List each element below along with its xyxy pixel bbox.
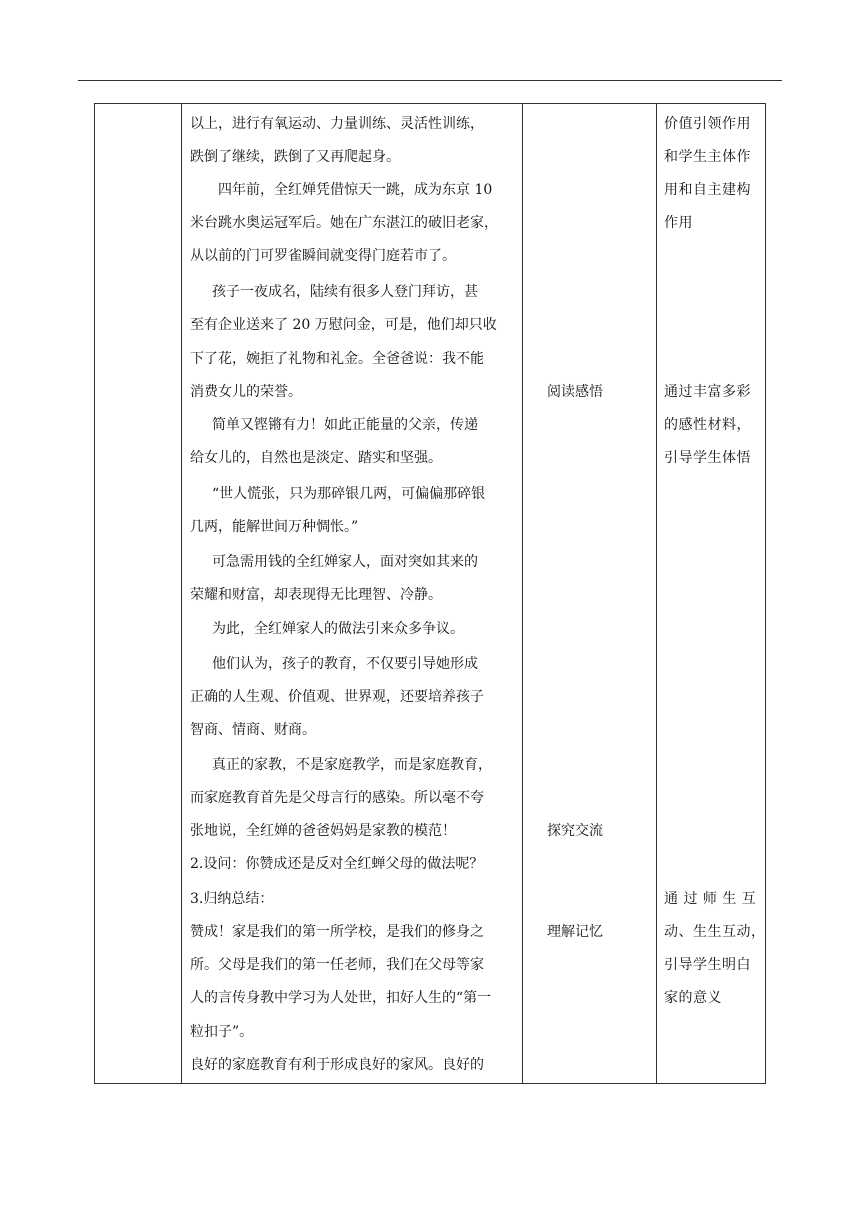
content-line: 给女儿的，自然也是淡定、踏实和坚强。 [190,450,442,466]
content-line: 为此，全红婵家人的做法引来众多争议。 [212,621,464,637]
intent-line: 用和自主建构 [664,182,751,198]
content-line: 他们认为，孩子的教育，不仅要引导她形成 [212,656,478,672]
content-line: 孩子一夜成名，陆续有很多人登门拜访，甚 [212,284,478,300]
activity-column [522,104,656,1083]
empty-first-column [95,104,181,1083]
content-line: 3.归纳总结： [190,891,274,907]
content-line: 良好的家庭教育有利于形成良好的家风。良好的 [190,1057,484,1073]
content-line: 跌倒了继续，跌倒了又再爬起身。 [190,149,400,165]
content-line: 智商、情商、财商。 [190,722,316,738]
content-line: 消费女儿的荣誉。 [190,384,302,400]
content-line: “世人慌张，只为那碎银几两，可偏偏那碎银 [212,486,486,502]
content-line: 下了花，婉拒了礼物和礼金。全爸爸说：我不能 [190,351,484,367]
content-line: 简单又铿锵有力！如此正能量的父亲，传递 [212,417,478,433]
content-line: 从以前的门可罗雀瞬间就变得门庭若市了。 [190,248,456,264]
content-line: 四年前，全红婵凭借惊天一跳，成为东京 10 [218,182,493,198]
content-line: 以上，进行有氧运动、力量训练、灵活性训练， [190,116,484,132]
intent-line: 引导学生体悟 [664,450,751,466]
intent-line: 的感性材料， [664,417,751,433]
content-line: 米台跳水奥运冠军后。她在广东湛江的破旧老家， [190,215,498,231]
intent-line: 通 过 师 生 互 [664,891,757,907]
header-rule [78,80,782,81]
content-line: 所。父母是我们的第一任老师，我们在父母等家 [190,957,484,973]
content-line: 几两，能解世间万种惆怅。” [190,519,359,535]
teaching-content-column [181,104,522,1083]
intent-line: 通过丰富多彩 [664,384,751,400]
intent-line: 作用 [664,215,693,231]
content-line: 人的言传身教中学习为人处世，扣好人生的“第一 [190,990,492,1006]
intent-line: 价值引领作用 [664,116,751,132]
content-line: 赞成！家是我们的第一所学校，是我们的修身之 [190,924,484,940]
content-line: 而家庭教育首先是父母言行的感染。所以毫不夸 [190,790,484,806]
intent-line: 家的意义 [664,990,722,1006]
activity-discussion: 探究交流 [547,823,603,839]
content-line: 可急需用钱的全红婵家人，面对突如其来的 [212,554,478,570]
content-line: 正确的人生观、价值观、世界观，还要培养孩子 [190,689,484,705]
content-line: 粒扣子”。 [190,1024,254,1040]
content-line: 荣耀和财富，却表现得无比理智、冷静。 [190,587,442,603]
activity-reading: 阅读感悟 [547,384,603,400]
lesson-table [94,103,766,1084]
design-intent-column [656,104,766,1083]
content-line: 真正的家教，不是家庭教学，而是家庭教育， [212,757,492,773]
content-line: 至有企业送来了 20 万慰问金，可是，他们却只收 [190,317,497,333]
intent-line: 和学生主体作 [664,149,751,165]
intent-line: 引导学生明白 [664,957,751,973]
content-line: 2.设问：你赞成还是反对全红蝉父母的做法呢？ [190,856,484,872]
intent-line: 动、生生互动， [664,924,766,940]
activity-memorize: 理解记忆 [547,924,603,940]
content-line: 张地说，全红婵的爸爸妈妈是家教的模范！ [190,823,456,839]
